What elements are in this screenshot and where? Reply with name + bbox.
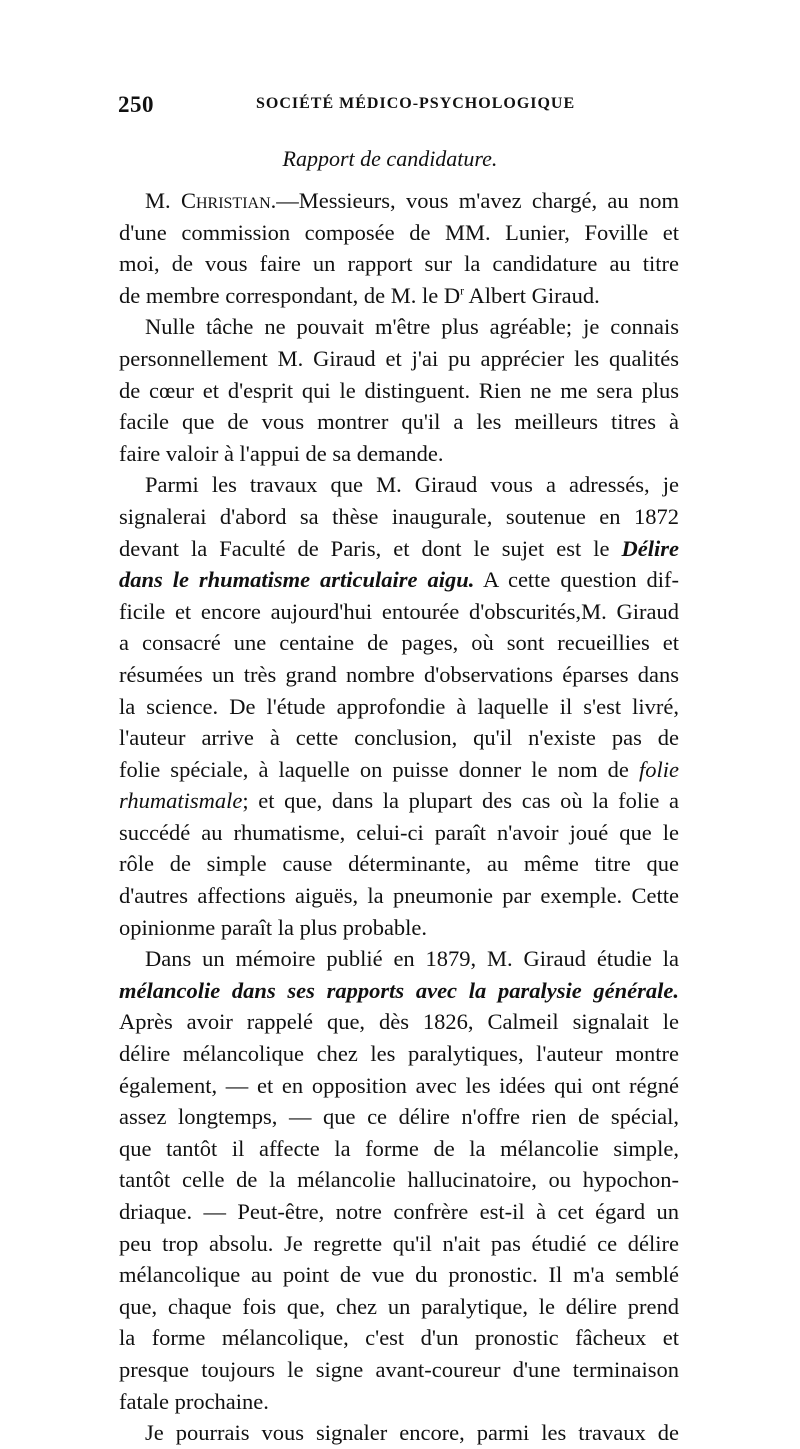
text-segment: mélancolique au point de vue du pronostic. Il m'a semblé	[119, 1262, 679, 1288]
text-line	[119, 817, 679, 849]
text-segment: Albert Giraud.	[464, 282, 600, 308]
text-segment: Christian	[180, 188, 271, 213]
section-title: Rapport de candidature.	[282, 146, 498, 171]
text-line	[119, 1070, 679, 1102]
text-segment: Après avoir rappelé que, dès 1826, Calmeil signalait le	[119, 1009, 679, 1035]
text-line	[119, 659, 679, 691]
text-segment: résumées un très grand nombre d'observations éparses dans	[119, 661, 679, 687]
text-line	[119, 754, 679, 786]
text-line	[119, 880, 679, 912]
text-line	[119, 501, 679, 533]
text-line	[119, 375, 679, 407]
text-line	[119, 1386, 679, 1418]
body-text	[119, 185, 679, 1449]
text-segment: que, chaque fois que, chez un paralytique, le délire prend	[119, 1293, 679, 1319]
text-line	[119, 1291, 679, 1323]
text-line	[119, 1101, 679, 1133]
text-line	[119, 975, 679, 1007]
text-line	[119, 1038, 679, 1070]
text-line	[119, 438, 679, 470]
text-line	[119, 596, 679, 628]
text-segment: facile que de vous montrer qu'il a les meilleurs titres à	[119, 409, 679, 435]
text-segment: Parmi les travaux que M. Giraud vous a adressés, je	[145, 472, 679, 498]
text-segment: .—Messieurs, vous m'avez chargé, au nom	[270, 188, 679, 213]
text-segment: dans le rhumatisme articulaire aigu.	[119, 567, 475, 593]
text-segment: ficile et encore aujourd'hui entourée d'obscurités,M. Giraud	[119, 598, 679, 624]
text-segment: M.	[145, 188, 181, 213]
text-segment: moi, de vous faire un rapport sur la candidature au titre	[119, 251, 679, 277]
text-line	[119, 248, 679, 280]
text-line	[119, 406, 679, 438]
text-line	[119, 280, 679, 312]
text-segment: presque toujours le signe avant-coureur d'une terminaison	[119, 1356, 679, 1382]
text-segment: l'auteur arrive à cette conclusion, qu'il n'existe pas de	[119, 725, 679, 751]
text-segment: fatale prochaine.	[119, 1388, 269, 1414]
text-segment: faire valoir à l'appui de sa demande.	[119, 440, 444, 466]
text-segment: la forme mélancolique, c'est d'un pronostic fâcheux et	[119, 1325, 679, 1351]
text-segment: d'autres affections aiguës, la pneumonie par exemple. Cette	[119, 883, 679, 909]
text-segment: ; et que, dans la plupart des cas où la folie a	[242, 788, 679, 814]
text-line	[119, 943, 679, 975]
text-line	[119, 848, 679, 880]
text-segment: personnellement M. Giraud et j'ai pu apprécier les qualités	[119, 345, 679, 371]
text-line	[119, 564, 679, 596]
section-title-wrap	[0, 146, 800, 172]
text-line	[119, 1133, 679, 1165]
text-segment: Délire	[621, 535, 679, 561]
text-segment: assez longtemps, — que ce délire n'offre rien de spécial,	[119, 1104, 679, 1130]
text-segment: délire mélancolique chez les paralytiques, l'auteur montre	[119, 1041, 679, 1067]
text-segment: driaque. — Peut-être, notre confrère est-il à cet égard un	[119, 1199, 679, 1224]
text-line	[119, 311, 679, 343]
text-segment: r	[460, 283, 465, 298]
text-segment: également, — et en opposition avec les idées qui ont régné	[119, 1072, 679, 1098]
text-segment: que tantôt il affecte la forme de la mélancolie simple,	[119, 1135, 679, 1161]
text-line	[119, 1228, 679, 1260]
page-number: 250	[118, 92, 154, 117]
text-segment: Nulle tâche ne pouvait m'être plus agréable; je connais	[145, 314, 679, 340]
text-segment: folie	[639, 756, 679, 782]
text-line	[119, 1417, 679, 1449]
text-line	[119, 722, 679, 754]
text-segment: Dans un mémoire publié en 1879, M. Giraud étudie la	[145, 946, 679, 972]
text-segment: signalerai d'abord sa thèse inaugurale, soutenue en 1872	[119, 503, 679, 529]
text-segment: folie spéciale, à laquelle on puisse donner le nom de	[119, 756, 639, 782]
text-line	[119, 627, 679, 659]
text-line	[119, 1354, 679, 1386]
text-line	[119, 1322, 679, 1354]
text-segment: devant la Faculté de Paris, et dont le sujet est le	[119, 535, 622, 561]
text-segment: mélancolie dans ses rapports avec la paralysie générale.	[119, 977, 679, 1003]
text-segment: de cœur et d'esprit qui le distinguent. Rien ne me sera plus	[119, 377, 679, 403]
text-segment: de membre correspondant, de M. le D	[119, 282, 461, 308]
text-line	[119, 469, 679, 501]
text-line	[119, 691, 679, 723]
text-segment: d'une commission composée de MM. Lunier, Foville et	[119, 219, 679, 245]
text-segment: succédé au rhumatisme, celui-ci paraît n'avoir joué que le	[119, 819, 679, 845]
text-segment: A cette question dif-	[474, 567, 679, 593]
text-segment: Je pourrais vous signaler encore, parmi les travaux de	[145, 1420, 679, 1446]
text-line	[119, 1259, 679, 1291]
text-segment: rôle de simple cause déterminante, au même titre que	[119, 851, 679, 877]
text-segment: opinionme paraît la plus probable.	[119, 914, 428, 940]
text-segment: peu trop absolu. Je regrette qu'il n'ait pas étudié ce délire	[119, 1230, 679, 1256]
text-segment: la science. De l'étude approfondie à laquelle il s'est livré,	[119, 693, 679, 719]
journal-title: SOCIÉTÉ MÉDICO-PSYCHOLOGIQUE	[256, 95, 576, 112]
text-line	[119, 1006, 679, 1038]
text-segment: rhumatismale	[119, 788, 243, 814]
text-segment: tantôt celle de la mélancolie hallucinatoire, ou hypochon-	[119, 1167, 679, 1193]
text-line	[119, 217, 679, 249]
text-line	[119, 785, 679, 817]
running-head	[118, 92, 678, 122]
text-segment: a consacré une centaine de pages, où sont recueillies et	[119, 630, 679, 656]
text-line	[119, 533, 679, 565]
text-line	[119, 1164, 679, 1196]
text-line	[119, 343, 679, 375]
text-line	[119, 912, 679, 944]
text-line	[119, 185, 679, 217]
text-line	[119, 1196, 679, 1228]
